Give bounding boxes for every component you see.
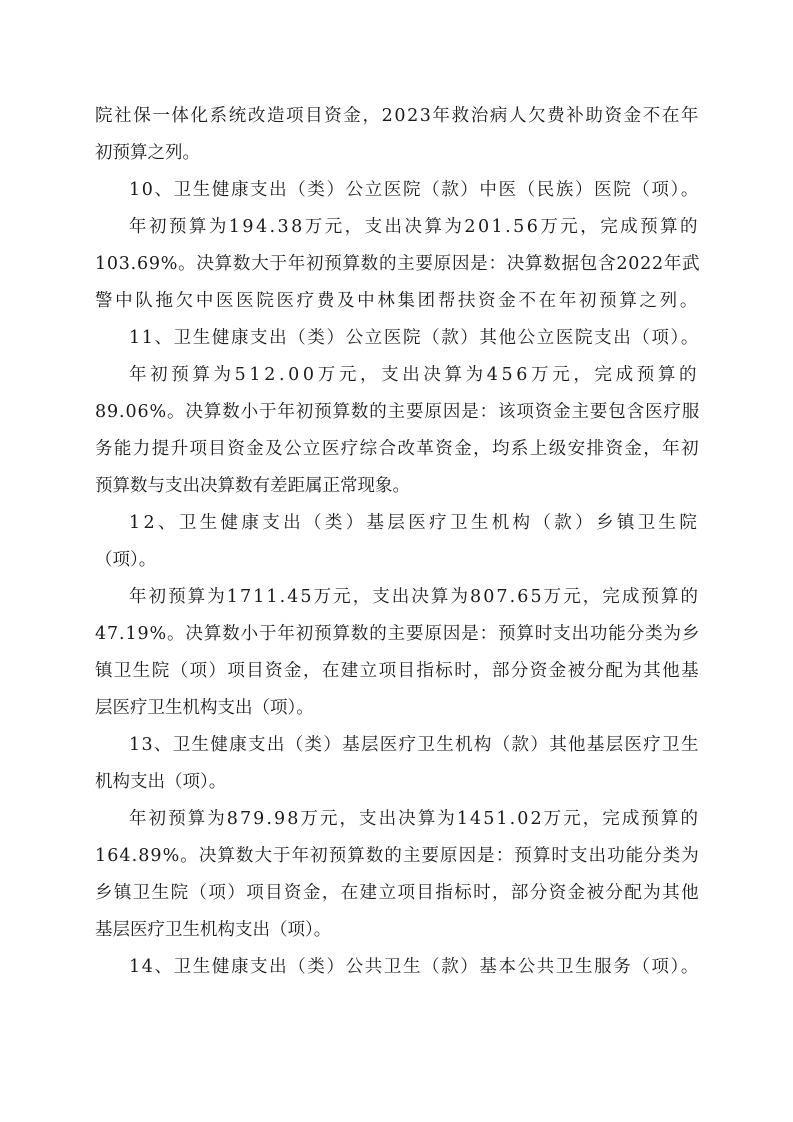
text-line: 年初预算为1711.45万元，支出决算为807.65万元，完成预算的 xyxy=(129,587,701,607)
text-line: 层医疗卫生机构支出（项）。 xyxy=(95,698,314,718)
text-line: 预算数与支出决算数有差距属正常现象。 xyxy=(95,476,410,496)
text-line: 务能力提升项目资金及公立医疗综合改革资金，均系上级安排资金，年初 xyxy=(95,439,700,459)
text-line: 镇卫生院（项）项目资金，在建立项目指标时，部分资金被分配为其他基 xyxy=(95,661,700,681)
text-line: 103.69%。决算数大于年初预算数的主要原因是：决算数据包含2022年武 xyxy=(95,254,701,274)
section-heading: （项）。 xyxy=(95,550,157,570)
section-heading: 13、卫生健康支出（类）基层医疗卫生机构（款）其他基层医疗卫生 xyxy=(129,735,700,755)
text-line: 164.89%。决算数大于年初预算数的主要原因是：预算时支出功能分类为 xyxy=(95,846,700,866)
text-line: 院社保一体化系统改造项目资金，2023年救治病人欠费补助资金不在年 xyxy=(95,106,701,126)
text-line: 年初预算为194.38万元，支出决算为201.56万元，完成预算的 xyxy=(129,217,700,237)
text-line: 警中队拖欠中医医院医疗费及中林集团帮扶资金不在年初预算之列。 xyxy=(95,291,701,311)
section-heading: 11、卫生健康支出（类）公立医院（款）其他公立医院支出（项）。 xyxy=(129,328,701,348)
text-line: 年初预算为879.98万元，支出决算为1451.02万元，完成预算的 xyxy=(129,809,701,829)
text-line: 基层医疗卫生机构支出（项）。 xyxy=(95,920,332,940)
text-line: 初预算之列。 xyxy=(95,143,200,163)
text-line: 年初预算为512.00万元，支出决算为456万元，完成预算的 xyxy=(129,365,701,385)
text-line: 乡镇卫生院（项）项目资金，在建立项目指标时，部分资金被分配为其他 xyxy=(95,883,700,903)
text-line: 89.06%。决算数小于年初预算数的主要原因是：该项资金主要包含医疗服 xyxy=(95,402,701,422)
section-heading: 10、卫生健康支出（类）公立医院（款）中医（民族）医院（项）。 xyxy=(129,180,701,200)
section-heading: 14、卫生健康支出（类）公共卫生（款）基本公共卫生服务（项）。 xyxy=(129,957,701,977)
section-heading: 12、卫生健康支出（类）基层医疗卫生机构（款）乡镇卫生院 xyxy=(129,513,701,533)
text-line: 47.19%。决算数小于年初预算数的主要原因是：预算时支出功能分类为乡 xyxy=(95,624,701,644)
section-heading: 机构支出（项）。 xyxy=(95,772,227,792)
